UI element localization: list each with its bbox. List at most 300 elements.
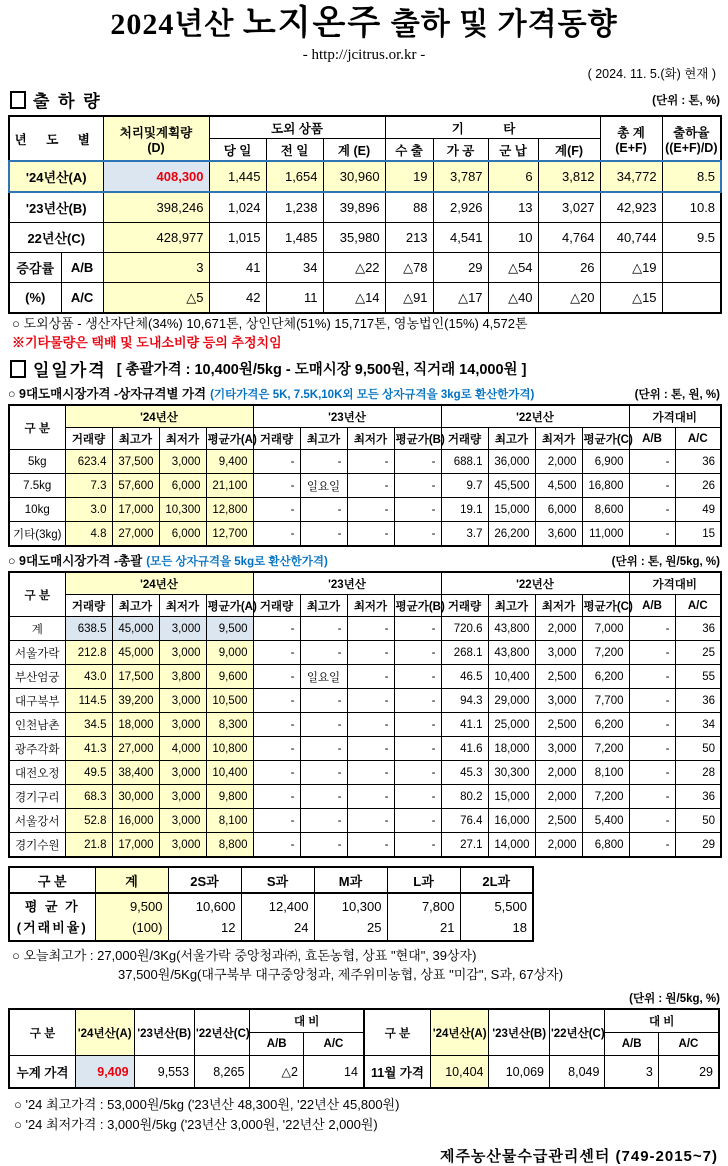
shipment-value: △19 [600, 253, 662, 283]
year-group-header: 가격대비 [629, 572, 721, 595]
shipment-value: 1,485 [266, 223, 323, 253]
sub-col-header: 전 일 [266, 139, 323, 162]
november-price-ac: 29 [658, 1056, 719, 1089]
price-value: 21,100 [206, 474, 253, 498]
plan-quantity-value: △5 [103, 283, 209, 314]
cumulative-price-ab: △2 [250, 1056, 303, 1089]
price-value: 49.5 [65, 761, 112, 785]
sub-col-header: 평균가(B) [394, 428, 441, 450]
price-value: 34.5 [65, 713, 112, 737]
gubun-header: 구 분 [9, 572, 65, 617]
y23-header: '23년산(B) [134, 1009, 195, 1056]
price-value: - [347, 713, 394, 737]
shipment-section-heading [8, 87, 720, 112]
size-price-cell [460, 893, 533, 941]
trade-ratio-value: (100) [132, 920, 163, 935]
trade-ratio-value: 21 [440, 920, 455, 935]
price-value: - [253, 761, 300, 785]
change-rate-label: 증감률 [9, 253, 61, 283]
price-value: - [300, 785, 347, 809]
price-value: 6,000 [159, 474, 206, 498]
november-price-y22: 8,049 [549, 1056, 604, 1089]
table-row [9, 192, 721, 223]
price-value: 9,800 [206, 785, 253, 809]
daebi-header: 대 비 [250, 1009, 364, 1033]
price-value: - [629, 713, 675, 737]
shipment-unit-label: (단위 : 톤, %) [652, 94, 720, 107]
trade-ratio-label: (거래비율) [16, 920, 88, 935]
price-value: - [629, 641, 675, 665]
price-value: 8,300 [206, 713, 253, 737]
sub-col-header: 최저가 [159, 428, 206, 450]
shipment-value: 26 [538, 253, 600, 283]
price-value: 46.5 [441, 665, 488, 689]
sub-col-header: 최저가 [347, 595, 394, 617]
price-value: 14,000 [488, 833, 535, 858]
shipment-value: 3,812 [538, 161, 600, 192]
price-value: 36,000 [488, 450, 535, 474]
price-value: - [253, 522, 300, 547]
year-col-header: 년 도 별 [9, 116, 103, 161]
avg-price-value: 10,300 [341, 899, 382, 914]
sub-col-header: A/C [675, 595, 721, 617]
table-header-row [9, 405, 721, 428]
price-value: - [347, 641, 394, 665]
shipment-value: △20 [538, 283, 600, 314]
cumulative-price-ac: 14 [303, 1056, 364, 1089]
total-col-header-line1: 총 계 [617, 125, 645, 140]
table-row [9, 253, 721, 283]
shipment-value: 6 [488, 161, 538, 192]
price-value: - [629, 785, 675, 809]
avg-price-value: 10,600 [195, 899, 236, 914]
price-value: - [629, 689, 675, 713]
price-value: - [347, 809, 394, 833]
by-box-subtitle [8, 384, 720, 402]
shipment-value [662, 283, 721, 314]
price-value: 52.8 [65, 809, 112, 833]
price-value: 21.8 [65, 833, 112, 858]
price-value: - [253, 833, 300, 858]
table-row [9, 617, 721, 641]
price-value: - [253, 809, 300, 833]
etc-group-header: 기 타 [385, 116, 600, 139]
price-value: 38,400 [112, 761, 159, 785]
price-value: 29,000 [488, 689, 535, 713]
change-rate-label: (%) [9, 283, 61, 314]
price-value: 8,600 [582, 498, 629, 522]
price-value: - [300, 761, 347, 785]
table-row [9, 223, 721, 253]
sub-col-header: 최저가 [535, 428, 582, 450]
price-value: 19.1 [441, 498, 488, 522]
size-price-cell [241, 893, 314, 941]
row-label: 기타(3kg) [9, 522, 65, 547]
price-value: 114.5 [65, 689, 112, 713]
row-label: 서울강서 [9, 809, 65, 833]
price-value: 16,000 [488, 809, 535, 833]
sub-col-header: 평균가(A) [206, 428, 253, 450]
price-value: 12,700 [206, 522, 253, 547]
shipment-value: △17 [433, 283, 488, 314]
shipment-value: 34 [266, 253, 323, 283]
sub-col-header: 거래량 [441, 595, 488, 617]
size-col-header: S과 [241, 867, 314, 893]
price-value: 29 [675, 833, 721, 858]
price-value: 2,500 [535, 665, 582, 689]
price-value: 4,500 [535, 474, 582, 498]
y24-header: '24년산(A) [76, 1009, 134, 1056]
price-value: 43,800 [488, 641, 535, 665]
row-label: 광주각화 [9, 737, 65, 761]
price-value: 57,600 [112, 474, 159, 498]
year-label: '23년산(B) [9, 192, 103, 223]
y23-header: '23년산(B) [489, 1009, 550, 1056]
shipment-note-2: ※기타물량은 택배 및 도내소비량 등의 추정치임 [12, 335, 282, 350]
shipment-value: 11 [266, 283, 323, 314]
row-label: 7.5kg [9, 474, 65, 498]
row-label: 경기수원 [9, 833, 65, 858]
trade-ratio-value: 18 [512, 920, 527, 935]
shipment-value: 1,015 [209, 223, 266, 253]
table-row [9, 689, 721, 713]
offisland-group-header: 도외 상품 [209, 116, 385, 139]
price-value: 10,300 [159, 498, 206, 522]
price-value: 45,000 [112, 641, 159, 665]
sub-col-header: 수 출 [385, 139, 433, 162]
table-subheader-row [9, 595, 721, 617]
price-value: - [300, 737, 347, 761]
price-value: 6,900 [582, 450, 629, 474]
price-value: 25 [675, 641, 721, 665]
year-group-header: '24년산 [65, 405, 253, 428]
shipment-heading-label: 출 하 량 [33, 92, 102, 111]
sub-col-header: 가 공 [433, 139, 488, 162]
plan-col-header [103, 116, 209, 161]
sub-col-header: A/C [675, 428, 721, 450]
price-by-box-table [8, 404, 722, 547]
price-value: 3.7 [441, 522, 488, 547]
price-value: 94.3 [441, 689, 488, 713]
overall-price-summary: [ 총괄가격 : 10,400원/5kg - 도매시장 9,500원, 직거래 14,000원 ] [116, 362, 527, 378]
price-value: - [347, 498, 394, 522]
size-price-cell [95, 893, 168, 941]
price-value: 76.4 [441, 809, 488, 833]
price-value: 43,800 [488, 617, 535, 641]
year-group-header: '22년산 [441, 405, 629, 428]
price-value: - [629, 833, 675, 858]
year-label: '24년산(A) [9, 161, 103, 192]
price-value: 3,000 [159, 641, 206, 665]
rate-col-header-line1: 출하율 [673, 125, 710, 140]
row-label: 대전오정 [9, 761, 65, 785]
price-value: 9,400 [206, 450, 253, 474]
price-value: 25,000 [488, 713, 535, 737]
shipment-value: △22 [323, 253, 385, 283]
price-value: - [347, 833, 394, 858]
price-overall-table [8, 571, 722, 858]
sub-col-header: 최고가 [112, 428, 159, 450]
price-value: 10,800 [206, 737, 253, 761]
price-value: 50 [675, 809, 721, 833]
title-main: 노지온주 [242, 5, 383, 42]
plan-col-header-line1: 처리및계획량 [119, 125, 193, 140]
november-price-y23: 10,069 [489, 1056, 550, 1089]
publisher-footer: 제주농산물수급관리센터 (749-2015~7) [439, 1148, 718, 1165]
price-value: 16,800 [582, 474, 629, 498]
sub-col-header: 평균가(A) [206, 595, 253, 617]
size-col-header: 2L과 [460, 867, 533, 893]
site-url: - http://jcitrus.or.kr - [302, 47, 426, 63]
avg-price-label: 평 균 가 [24, 899, 80, 914]
price-value: - [629, 450, 675, 474]
price-value: 36 [675, 617, 721, 641]
price-value: - [347, 761, 394, 785]
shipment-value: 8.5 [662, 161, 721, 192]
price-value: 16,000 [112, 809, 159, 833]
price-value: 6,000 [535, 498, 582, 522]
shipment-value: 40,744 [600, 223, 662, 253]
price-value: 50 [675, 737, 721, 761]
shipment-value: 88 [385, 192, 433, 223]
table-subheader-row [9, 428, 721, 450]
shipment-value: 10 [488, 223, 538, 253]
price-value: 28 [675, 761, 721, 785]
cumulative-price-label: 누계 가격 [9, 1056, 76, 1089]
price-value: - [253, 641, 300, 665]
report-date: ( 2024. 11. 5.(화) 현재 ) [587, 67, 716, 81]
table-header-row [9, 572, 721, 595]
price-value: 15,000 [488, 498, 535, 522]
price-value: 7,200 [582, 785, 629, 809]
year-group-header: '23년산 [253, 405, 441, 428]
sub-col-header: 거래량 [253, 428, 300, 450]
shipment-value: 19 [385, 161, 433, 192]
price-value: 11,000 [582, 522, 629, 547]
shipment-value: 1,654 [266, 161, 323, 192]
shipment-value: △15 [600, 283, 662, 314]
table-row [9, 893, 533, 941]
price-value: 12,800 [206, 498, 253, 522]
price-value: 2,000 [535, 785, 582, 809]
row-label: 부산엄궁 [9, 665, 65, 689]
row-label: 계 [9, 617, 65, 641]
sub-col-header: 거래량 [441, 428, 488, 450]
price-value: 3,000 [159, 761, 206, 785]
price-value: - [253, 450, 300, 474]
shipment-value: 34,772 [600, 161, 662, 192]
price-value: - [629, 522, 675, 547]
price-value: 17,500 [112, 665, 159, 689]
avg-price-value: 9,500 [129, 899, 163, 914]
price-value: 6,200 [582, 665, 629, 689]
price-value: 7.3 [65, 474, 112, 498]
price-value: - [347, 474, 394, 498]
shipment-value: △54 [488, 253, 538, 283]
price-value: 10,500 [206, 689, 253, 713]
price-value: - [629, 617, 675, 641]
price-value: 36 [675, 689, 721, 713]
november-price-label: 11월 가격 [364, 1056, 431, 1089]
table-row [9, 498, 721, 522]
sub-col-header: 최저가 [347, 428, 394, 450]
sub-col-header: 평균가(C) [582, 428, 629, 450]
price-value: - [253, 785, 300, 809]
shipment-value: 42 [209, 283, 266, 314]
table-row [9, 474, 721, 498]
title-suffix: 출하 및 가격동향 [390, 8, 618, 41]
price-value: 3,800 [159, 665, 206, 689]
page-title [8, 4, 720, 45]
price-value: - [629, 665, 675, 689]
sub-col-header: 최고가 [300, 595, 347, 617]
sub-col-header: 계(F) [538, 139, 600, 162]
price-value: 15,000 [488, 785, 535, 809]
price-value: - [347, 522, 394, 547]
sub-col-header: 최저가 [159, 595, 206, 617]
table-header-row [9, 867, 533, 893]
trade-ratio-value: 25 [367, 920, 382, 935]
price-value: - [394, 617, 441, 641]
shipment-value: △91 [385, 283, 433, 314]
shipment-value: 1,445 [209, 161, 266, 192]
high-price-footnote: ○ '24 최고가격 : 53,000원/5kg ('23년산 48,300원, '22년산 45,800원) [14, 1097, 400, 1112]
table-row [9, 761, 721, 785]
shipment-value: 3,027 [538, 192, 600, 223]
plan-col-header-line2: (D) [147, 140, 165, 155]
price-value: - [347, 737, 394, 761]
price-value: 3,000 [159, 713, 206, 737]
price-value: - [300, 498, 347, 522]
price-value: 2,000 [535, 833, 582, 858]
shipment-value: 13 [488, 192, 538, 223]
table-row [9, 737, 721, 761]
price-value: 37,500 [112, 450, 159, 474]
price-value: - [394, 713, 441, 737]
price-value: - [253, 474, 300, 498]
price-value: 3,000 [159, 809, 206, 833]
price-value: - [394, 474, 441, 498]
table-row [9, 522, 721, 547]
shipment-note-1: ○ 도외상품 - 생산자단체(34%) 10,671톤, 상인단체(51%) 15,717톤, 영농법인(15%) 4,572톤 [12, 316, 528, 331]
rate-col-header [662, 116, 721, 161]
price-value: 일요일 [300, 474, 347, 498]
price-value: 10,400 [206, 761, 253, 785]
price-value: 68.3 [65, 785, 112, 809]
cumulative-price-y22: 8,265 [195, 1056, 250, 1089]
price-value: - [253, 713, 300, 737]
plan-quantity-value: 408,300 [103, 161, 209, 192]
ratio-label: A/B [61, 253, 103, 283]
price-value: - [394, 833, 441, 858]
table-row [9, 785, 721, 809]
plan-quantity-value: 398,246 [103, 192, 209, 223]
price-value: 7,000 [582, 617, 629, 641]
year-group-header: '24년산 [65, 572, 253, 595]
sub-col-header: 계 (E) [323, 139, 385, 162]
price-value: - [300, 450, 347, 474]
shipment-value: 1,024 [209, 192, 266, 223]
shipment-table [8, 115, 722, 314]
shipment-value: △14 [323, 283, 385, 314]
size-price-cell [168, 893, 241, 941]
shipment-value: 2,926 [433, 192, 488, 223]
comparison-unit-label: (단위 : 원/5kg, %) [629, 993, 720, 1005]
row-label: 10kg [9, 498, 65, 522]
price-value: 49 [675, 498, 721, 522]
price-value: 3,000 [535, 689, 582, 713]
overall-title-note: (모든 상자규격을 5kg로 환산한가격) [146, 556, 328, 568]
price-value: 30,300 [488, 761, 535, 785]
avg-price-value: 12,400 [268, 899, 309, 914]
price-value: 일요일 [300, 665, 347, 689]
sub-col-header: 거래량 [65, 428, 112, 450]
price-value: - [300, 689, 347, 713]
cumulative-price-y23: 9,553 [134, 1056, 195, 1089]
price-value: 39,200 [112, 689, 159, 713]
shipment-value: 39,896 [323, 192, 385, 223]
price-value: 268.1 [441, 641, 488, 665]
title-prefix: 2024년산 [110, 8, 235, 41]
price-value: 43.0 [65, 665, 112, 689]
price-value: - [347, 450, 394, 474]
price-value: - [394, 641, 441, 665]
daebi-header: 대 비 [605, 1009, 719, 1033]
today-high-note-1: ○ 오늘최고가 : 27,000원/3Kg(서울가락 중앙청과㈜, 효돈농협, 상표 "현대", 39상자) [12, 948, 477, 963]
price-value: 45,500 [488, 474, 535, 498]
gubun-header: 구 분 [9, 405, 65, 450]
row-label: 5kg [9, 450, 65, 474]
sub-col-header: 군 납 [488, 139, 538, 162]
daily-price-section-heading [8, 356, 720, 381]
price-value: - [629, 761, 675, 785]
price-value: - [394, 665, 441, 689]
year-label: 22년산(C) [9, 223, 103, 253]
price-value: 3,000 [159, 785, 206, 809]
total-col-header [600, 116, 662, 161]
price-value: 720.6 [441, 617, 488, 641]
price-value: - [629, 737, 675, 761]
table-row [9, 665, 721, 689]
price-value: 2,500 [535, 713, 582, 737]
year-group-header: '22년산 [441, 572, 629, 595]
price-value: 3,000 [535, 737, 582, 761]
overall-unit-label: (단위 : 톤, 원/5kg, %) [611, 556, 720, 568]
by-box-unit-label: (단위 : 톤, 원, %) [634, 389, 720, 401]
avg-price-row-label [9, 893, 95, 941]
size-price-cell [387, 893, 460, 941]
shipment-value: 29 [433, 253, 488, 283]
price-value: 7,700 [582, 689, 629, 713]
year-group-header: '23년산 [253, 572, 441, 595]
ac-header: A/C [658, 1033, 719, 1056]
price-value: 34 [675, 713, 721, 737]
row-label: 대구북부 [9, 689, 65, 713]
table-header-row [9, 1009, 719, 1033]
price-comparison-table [8, 1008, 720, 1089]
size-col-header: M과 [314, 867, 387, 893]
price-value: - [300, 617, 347, 641]
size-price-table [8, 866, 534, 942]
price-value: 6,200 [582, 713, 629, 737]
price-value: 3,000 [535, 641, 582, 665]
price-value: - [394, 522, 441, 547]
trade-ratio-value: 24 [294, 920, 309, 935]
overall-title: ○ 9대도매시장가격 -총괄 [8, 554, 143, 568]
price-value: 4,000 [159, 737, 206, 761]
price-value: 6,800 [582, 833, 629, 858]
row-label: 경기구리 [9, 785, 65, 809]
